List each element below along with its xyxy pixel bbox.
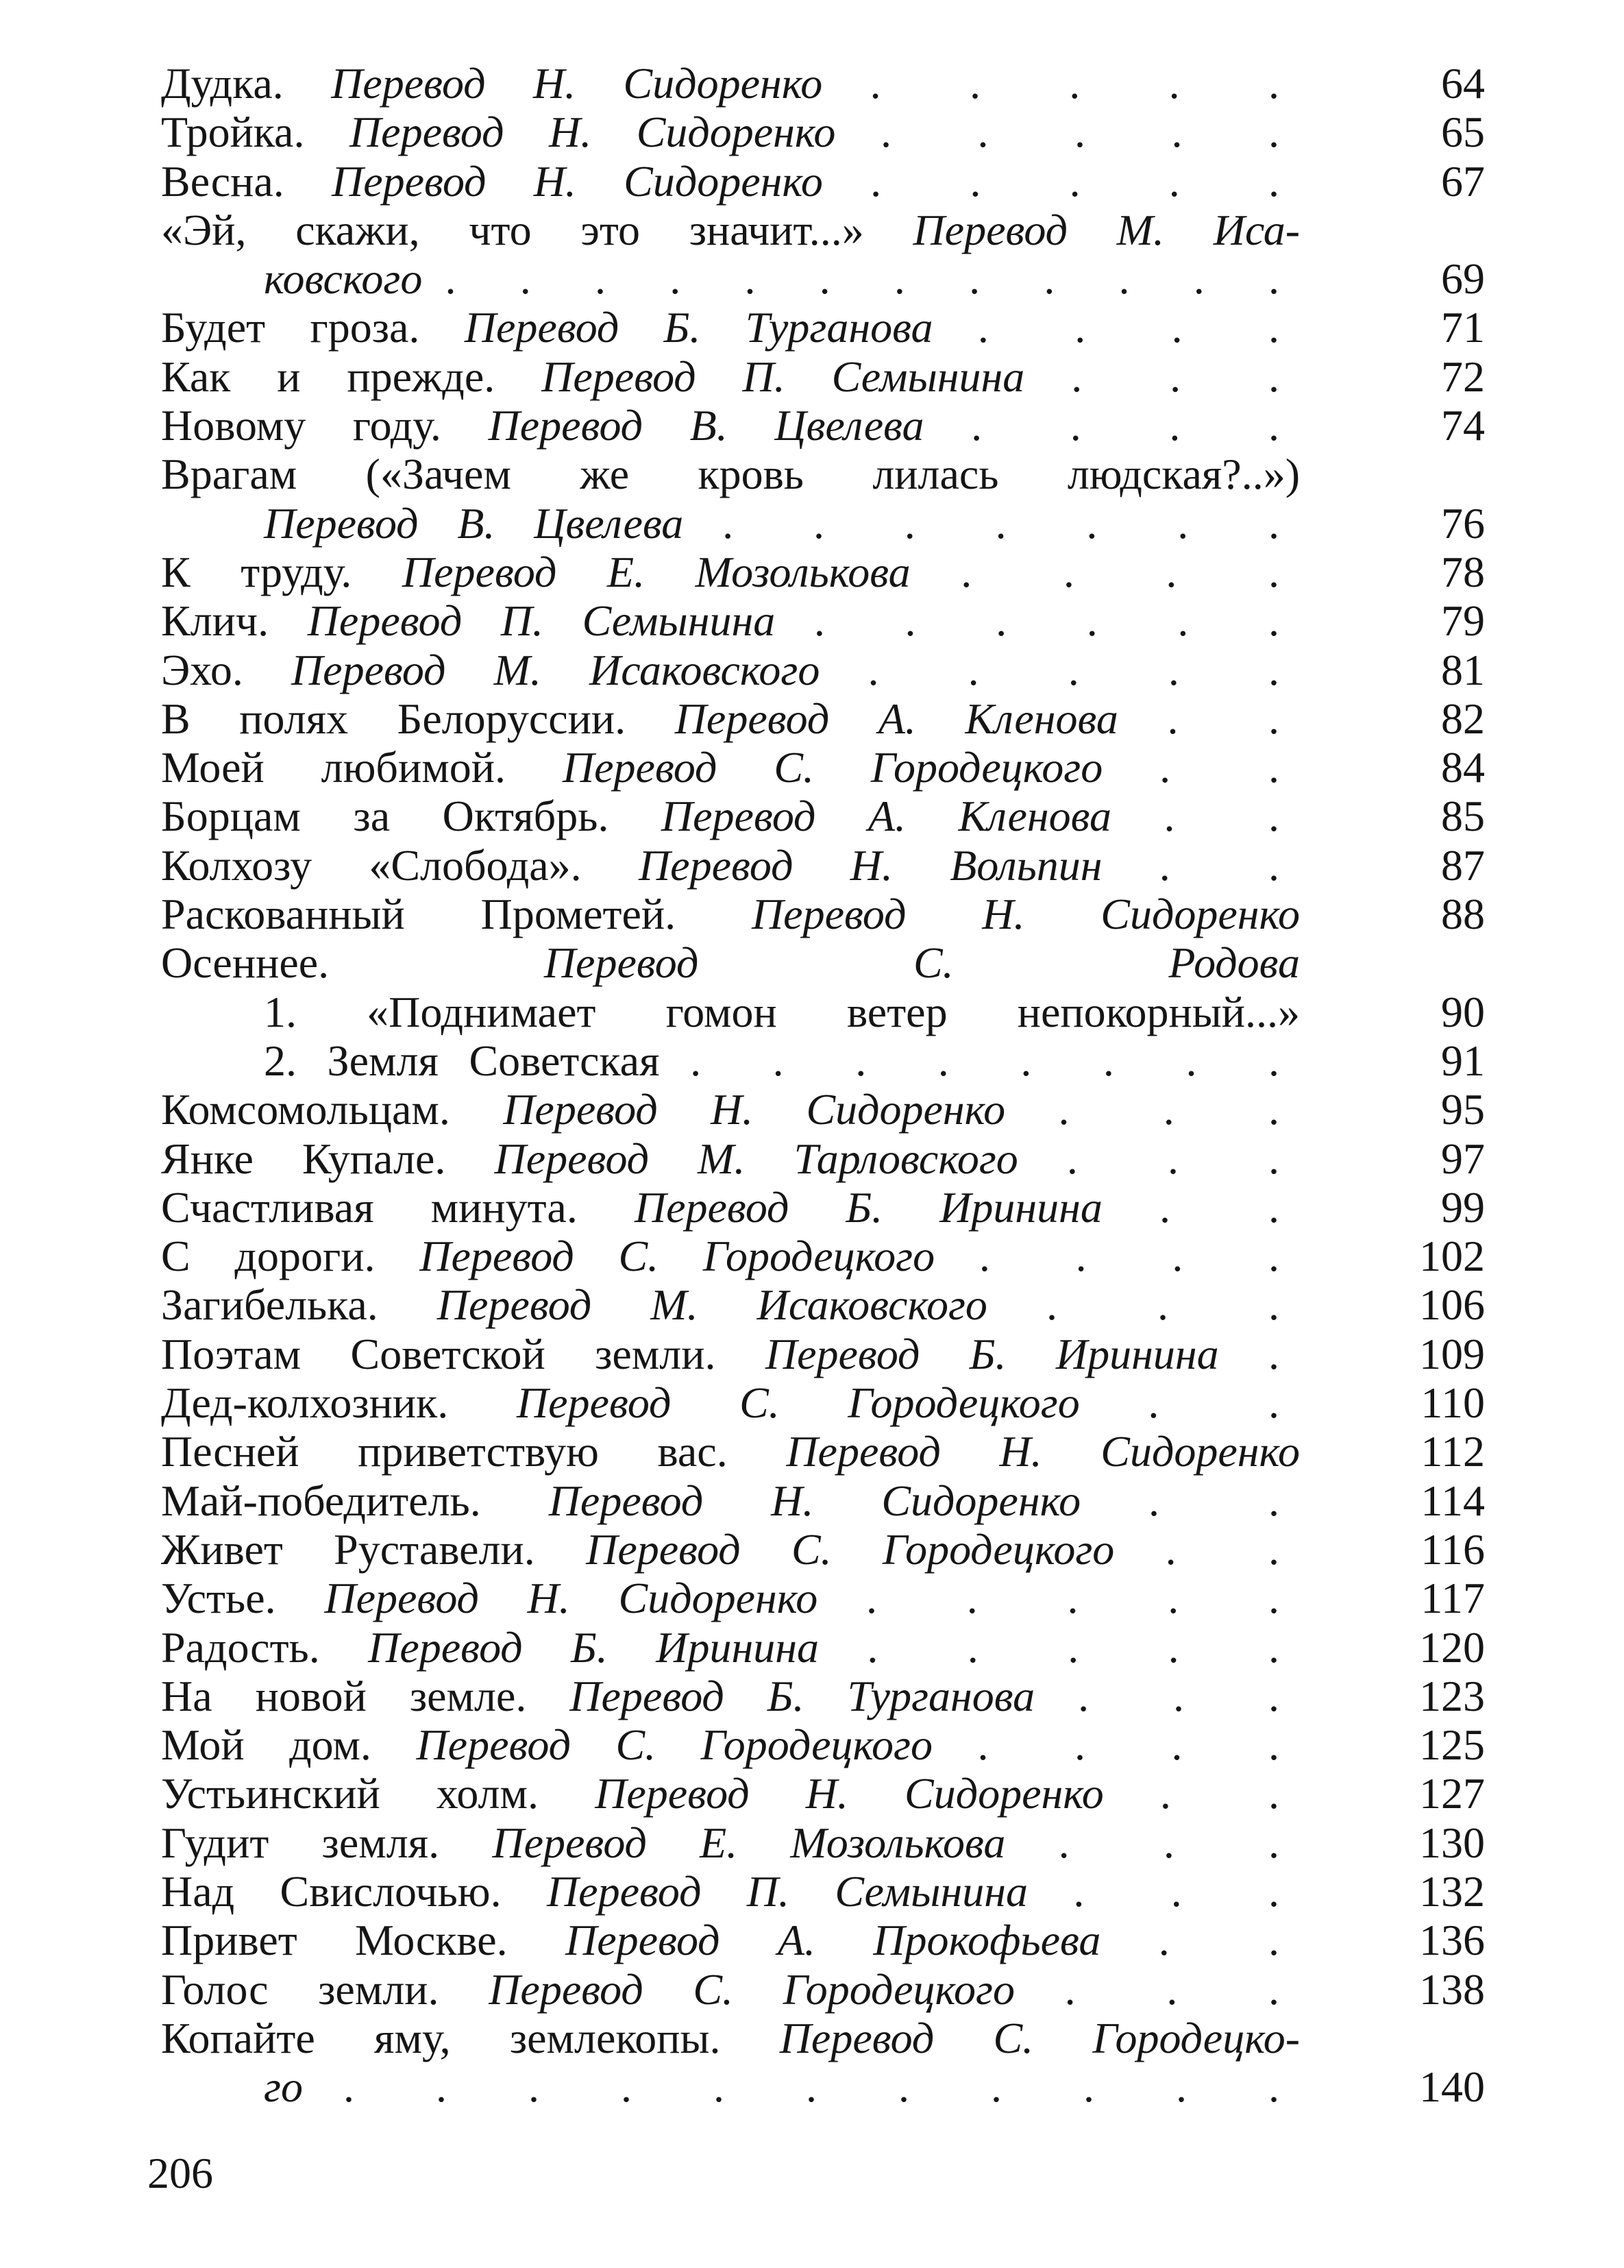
entry-translator: Перевод Б. Иринина	[634, 1182, 1103, 1232]
leader-dots: .	[1268, 1329, 1300, 1378]
entry-translator: Перевод П. Семынина	[546, 1866, 1028, 1916]
toc-line	[161, 646, 1485, 694]
toc-line	[161, 450, 1485, 498]
entry-translator: Перевод Н. Сидоренко	[324, 1574, 818, 1623]
entry-page-number: 74	[1441, 401, 1485, 450]
toc-entry	[161, 1769, 1485, 1818]
entry-translator: Перевод Н. Сидоренко	[331, 59, 823, 108]
entry-title: «Эй, скажи, что это значит...»	[161, 205, 864, 254]
toc-entry	[161, 743, 1485, 792]
entry-title: В полях Белоруссии.	[161, 694, 626, 743]
entry-title: Эхо.	[161, 645, 243, 694]
entry-page-number: 87	[1441, 840, 1485, 890]
entry-page-number: 67	[1441, 156, 1485, 206]
toc-entry	[161, 1378, 1485, 1427]
entry-translator: Перевод Б. Иринина	[368, 1622, 819, 1672]
entry-page-number: 91	[1441, 1036, 1485, 1085]
leader-dots: . . . . .	[870, 156, 1301, 206]
entry-title: Мой дом.	[161, 1720, 371, 1770]
entry-title: Поэтам Советской земли.	[161, 1329, 716, 1378]
leader-dots: . . . . .	[867, 1622, 1301, 1672]
leader-dots: . . . . .	[870, 59, 1301, 108]
leader-dots: . . .	[1071, 352, 1301, 401]
toc-entry	[161, 1134, 1485, 1183]
toc-entry	[161, 59, 1485, 108]
toc-entry	[161, 1965, 1485, 2014]
toc-entry	[161, 1672, 1485, 1720]
toc-entry	[161, 2014, 1485, 2112]
entry-title: Дед-колхозник.	[161, 1378, 449, 1428]
leader-dots: . . . .	[979, 1232, 1301, 1281]
toc-line	[161, 499, 1485, 548]
toc-entry	[161, 1818, 1485, 1867]
entry-translator: Перевод Н. Сидоренко	[349, 108, 836, 157]
entry-page-number: 76	[1441, 498, 1485, 548]
toc-line	[161, 1232, 1485, 1280]
entry-translator: Перевод Н. Сидоренко	[548, 1476, 1081, 1525]
entry-page-number: 65	[1441, 108, 1485, 157]
entry-title: Раскованный Прометей.	[161, 890, 676, 939]
leader-dots: . .	[1167, 694, 1301, 743]
leader-dots: . . . . .	[880, 108, 1300, 157]
leader-dots: . . . . .	[866, 1574, 1301, 1623]
page-number: 206	[147, 2149, 213, 2197]
entry-title: Как и прежде.	[161, 352, 495, 401]
toc-line	[161, 2062, 1485, 2111]
entry-page-number: 78	[1441, 547, 1485, 596]
entry-page-number: 99	[1441, 1182, 1485, 1232]
toc-entry	[161, 450, 1485, 548]
entry-page-number: 136	[1419, 1916, 1485, 1965]
entry-page-number: 112	[1420, 1427, 1485, 1476]
entry-title: Дудка.	[161, 59, 284, 108]
entry-translator: Перевод Б. Иринина	[765, 1329, 1219, 1378]
leader-dots: . .	[1159, 1182, 1301, 1232]
entry-title: На новой земле.	[161, 1671, 527, 1720]
entry-title: Тройка.	[161, 108, 305, 157]
entry-title: Комсомольцам.	[161, 1085, 450, 1134]
entry-page-number: 102	[1419, 1232, 1485, 1281]
entry-title: С дороги.	[161, 1232, 376, 1281]
toc-line	[161, 206, 1485, 254]
toc-entry	[161, 1280, 1485, 1329]
toc-line	[161, 1672, 1485, 1720]
toc-entry	[161, 108, 1485, 156]
entry-title: Борцам за Октябрь.	[161, 792, 609, 841]
toc-entry	[161, 1867, 1485, 1916]
toc-entry	[161, 1427, 1485, 1476]
entry-translator: Перевод А. Кленова	[674, 694, 1118, 743]
entry-translator: Перевод М. Иса-	[913, 205, 1301, 254]
entry-title: Май-победитель.	[161, 1476, 481, 1525]
entry-page-number: 132	[1419, 1866, 1485, 1916]
toc-entry	[161, 988, 1485, 1036]
toc-line	[161, 1134, 1485, 1183]
toc-entry	[161, 1232, 1485, 1280]
entry-translator: Перевод Н. Сидоренко	[595, 1769, 1104, 1818]
entry-title: Копайте яму, землекопы.	[161, 2013, 721, 2062]
entry-title: Осеннее.	[161, 938, 330, 988]
entry-title: Счастливая минута.	[161, 1182, 578, 1232]
entry-title: Песней приветствую вас.	[161, 1427, 728, 1476]
toc-line	[161, 890, 1485, 938]
toc-entry	[161, 1916, 1485, 1964]
entry-title: Будет гроза.	[161, 303, 420, 352]
entry-page-number: 90	[1441, 987, 1485, 1036]
entry-page-number: 125	[1419, 1720, 1485, 1770]
entry-translator: Перевод Е. Мозолькова	[492, 1818, 1006, 1867]
entry-translator: Перевод Н. Сидоренко	[751, 890, 1300, 939]
entry-title: Новому году.	[161, 401, 441, 450]
entry-translator: Перевод П. Семынина	[541, 352, 1025, 401]
entry-translator: Перевод В. Цвелева	[264, 498, 684, 548]
entry-title: Над Свислочью.	[161, 1866, 502, 1916]
entry-translator: Перевод Б. Турганова	[464, 303, 933, 352]
toc-line	[161, 254, 1485, 303]
leader-dots: . . . . . . .	[722, 498, 1301, 548]
toc-line	[161, 1427, 1485, 1476]
entry-translator: Перевод Н. Сидоренко	[331, 156, 823, 206]
leader-dots: . . . . .	[868, 645, 1301, 694]
leader-dots: . . . . . .	[813, 596, 1301, 646]
toc-entry	[161, 548, 1485, 596]
entry-translator: ковского	[264, 254, 423, 304]
entry-page-number: 95	[1441, 1085, 1485, 1134]
entry-page-number: 85	[1441, 792, 1485, 841]
entry-translator: Перевод П. Семынина	[307, 596, 776, 646]
entry-translator: Перевод Е. Мозолькова	[402, 547, 911, 596]
entry-page-number: 82	[1441, 694, 1485, 743]
leader-dots: . .	[1148, 1378, 1300, 1428]
entry-title: Живет Руставели.	[161, 1524, 535, 1574]
leader-dots: . .	[1165, 1524, 1301, 1574]
toc-line	[161, 988, 1485, 1036]
toc-entry	[161, 352, 1485, 401]
toc-entry	[161, 157, 1485, 206]
toc-entry	[161, 206, 1485, 304]
entry-title: Колхозу «Слобода».	[161, 840, 582, 890]
toc-entry	[161, 596, 1485, 645]
entry-title: Моей любимой.	[161, 743, 506, 792]
entry-translator: Перевод Н. Сидоренко	[503, 1085, 1006, 1134]
entry-title: К труду.	[161, 547, 352, 596]
toc-line	[161, 596, 1485, 645]
entry-translator: Перевод А. Кленова	[661, 792, 1112, 841]
toc-line	[161, 743, 1485, 792]
leader-dots: . . . .	[977, 303, 1301, 352]
entry-translator: Перевод С. Городецкого	[516, 1378, 1080, 1428]
entry-title: Янке Купале.	[161, 1134, 446, 1183]
toc-entry	[161, 1036, 1485, 1085]
entry-page-number: 120	[1419, 1622, 1485, 1672]
entry-title: Загибелька.	[161, 1280, 378, 1330]
entry-title: 2. Земля Советская	[264, 1036, 660, 1085]
toc-entry	[161, 890, 1485, 938]
entry-page-number: 64	[1441, 59, 1485, 108]
toc-entry	[161, 1525, 1485, 1574]
entry-title: Устьинский холм.	[161, 1769, 539, 1818]
toc-line	[161, 59, 1485, 108]
entry-title: Весна.	[161, 156, 284, 206]
entry-page-number: 117	[1420, 1574, 1485, 1623]
toc-line	[161, 303, 1485, 352]
entry-title: Устье.	[161, 1574, 276, 1623]
entry-page-number: 140	[1419, 2062, 1485, 2112]
toc-entry	[161, 401, 1485, 450]
entry-page-number: 116	[1420, 1524, 1485, 1574]
toc-entry	[161, 938, 1485, 987]
toc-line	[161, 1525, 1485, 1574]
entry-title: Привет Москве.	[161, 1916, 508, 1965]
toc-line	[161, 694, 1485, 743]
entry-translator: Перевод С. Городецкого	[416, 1720, 933, 1770]
toc-entry	[161, 1574, 1485, 1622]
toc-line	[161, 1769, 1485, 1818]
entry-page-number: 109	[1419, 1329, 1485, 1378]
leader-dots: . . . . . . . . . . . .	[445, 254, 1301, 304]
toc-line	[161, 792, 1485, 840]
entry-page-number: 79	[1441, 596, 1485, 646]
leader-dots: . . . .	[971, 401, 1301, 450]
toc-line	[161, 1378, 1485, 1427]
entry-page-number: 69	[1441, 254, 1485, 304]
entry-page-number: 130	[1419, 1818, 1485, 1867]
toc-entry	[161, 694, 1485, 743]
entry-title: Гудит земля.	[161, 1818, 440, 1867]
toc-entry	[161, 1183, 1485, 1232]
table-of-contents	[161, 59, 1485, 2111]
leader-dots: . .	[1158, 1916, 1301, 1965]
toc-line	[161, 1867, 1485, 1916]
entry-page-number: 106	[1419, 1280, 1485, 1330]
entry-translator: Перевод Б. Турганова	[569, 1671, 1035, 1720]
toc-line	[161, 1574, 1485, 1622]
leader-dots: . . .	[1066, 1134, 1301, 1183]
entry-page-number: 84	[1441, 743, 1485, 792]
entry-page-number: 72	[1441, 352, 1485, 401]
toc-line	[161, 1085, 1485, 1134]
toc-line	[161, 1623, 1485, 1672]
entry-page-number: 81	[1441, 645, 1485, 694]
entry-translator: Перевод С. Городецкого	[419, 1232, 935, 1281]
leader-dots: . . .	[1064, 1964, 1301, 2014]
leader-dots: . . .	[1046, 1280, 1301, 1330]
entry-translator: Перевод С. Городецкого	[586, 1524, 1115, 1574]
entry-title: 1. «Поднимает гомон ветер непокорный...»	[264, 987, 1300, 1036]
leader-dots: . .	[1159, 840, 1300, 890]
toc-line	[161, 2014, 1485, 2062]
entry-page-number: 123	[1419, 1671, 1485, 1720]
toc-entry	[161, 841, 1485, 890]
entry-page-number: 114	[1420, 1476, 1485, 1525]
toc-line	[161, 548, 1485, 596]
leader-dots: . . .	[1078, 1671, 1300, 1720]
leader-dots: . . . .	[961, 547, 1301, 596]
entry-translator: Перевод М. Тарловского	[494, 1134, 1018, 1183]
leader-dots: . .	[1159, 1769, 1301, 1818]
entry-page-number: 71	[1441, 303, 1485, 352]
toc-entry	[161, 1623, 1485, 1672]
entry-translator: Перевод М. Исаковского	[291, 645, 820, 694]
toc-entry	[161, 1330, 1485, 1378]
leader-dots: . . . . . . . . . . .	[343, 2062, 1301, 2112]
entry-page-number: 110	[1420, 1378, 1485, 1428]
toc-line	[161, 401, 1485, 450]
toc-line	[161, 1916, 1485, 1964]
toc-entry	[161, 792, 1485, 840]
entry-translator: Перевод А. Прокофьева	[565, 1916, 1101, 1965]
toc-line	[161, 108, 1485, 156]
toc-line	[161, 1183, 1485, 1232]
leader-dots: . . . .	[977, 1720, 1300, 1770]
entry-title: Клич.	[161, 596, 269, 646]
toc-line	[161, 1280, 1485, 1329]
toc-line	[161, 841, 1485, 890]
leader-dots: . . . . . . . .	[690, 1036, 1301, 1085]
toc-line	[161, 1330, 1485, 1378]
entry-translator: Перевод С. Городецкого	[562, 743, 1103, 792]
toc-line	[161, 1476, 1485, 1525]
entry-title: Голос земли.	[161, 1964, 439, 2014]
toc-line	[161, 1965, 1485, 2014]
entry-page-number: 88	[1441, 890, 1485, 939]
entry-translator: Перевод С. Городецкого	[489, 1964, 1015, 2014]
entry-translator: Перевод М. Исаковского	[436, 1280, 987, 1330]
toc-line	[161, 1720, 1485, 1769]
entry-translator: Перевод В. Цвелева	[488, 401, 924, 450]
entry-title: Радость.	[161, 1622, 320, 1672]
toc-line	[161, 1036, 1485, 1085]
toc-entry	[161, 1720, 1485, 1769]
entry-page-number: 138	[1419, 1964, 1485, 2014]
toc-line	[161, 352, 1485, 401]
toc-entry	[161, 646, 1485, 694]
toc-entry	[161, 303, 1485, 352]
entry-page-number: 97	[1441, 1134, 1485, 1183]
toc-line	[161, 157, 1485, 206]
toc-entry	[161, 1085, 1485, 1134]
entry-title: Врагам («Зачем же кровь лилась людская?..»)	[161, 450, 1300, 499]
toc-line	[161, 1818, 1485, 1867]
entry-translator: Перевод С. Родова	[543, 938, 1301, 988]
leader-dots: . .	[1159, 743, 1301, 792]
entry-page-number: 127	[1419, 1769, 1485, 1818]
entry-translator: Перевод Н. Вольпин	[638, 840, 1103, 890]
leader-dots: . . .	[1073, 1866, 1301, 1916]
entry-translator: Перевод Н. Сидоренко	[786, 1427, 1300, 1476]
toc-line	[161, 938, 1485, 987]
leader-dots: . .	[1164, 792, 1301, 841]
leader-dots: . . .	[1058, 1085, 1301, 1134]
entry-translator: го	[264, 2062, 303, 2112]
leader-dots: . . .	[1058, 1818, 1301, 1867]
entry-translator: Перевод С. Городецко-	[779, 2013, 1300, 2062]
toc-entry	[161, 1476, 1485, 1525]
leader-dots: . .	[1148, 1476, 1300, 1525]
